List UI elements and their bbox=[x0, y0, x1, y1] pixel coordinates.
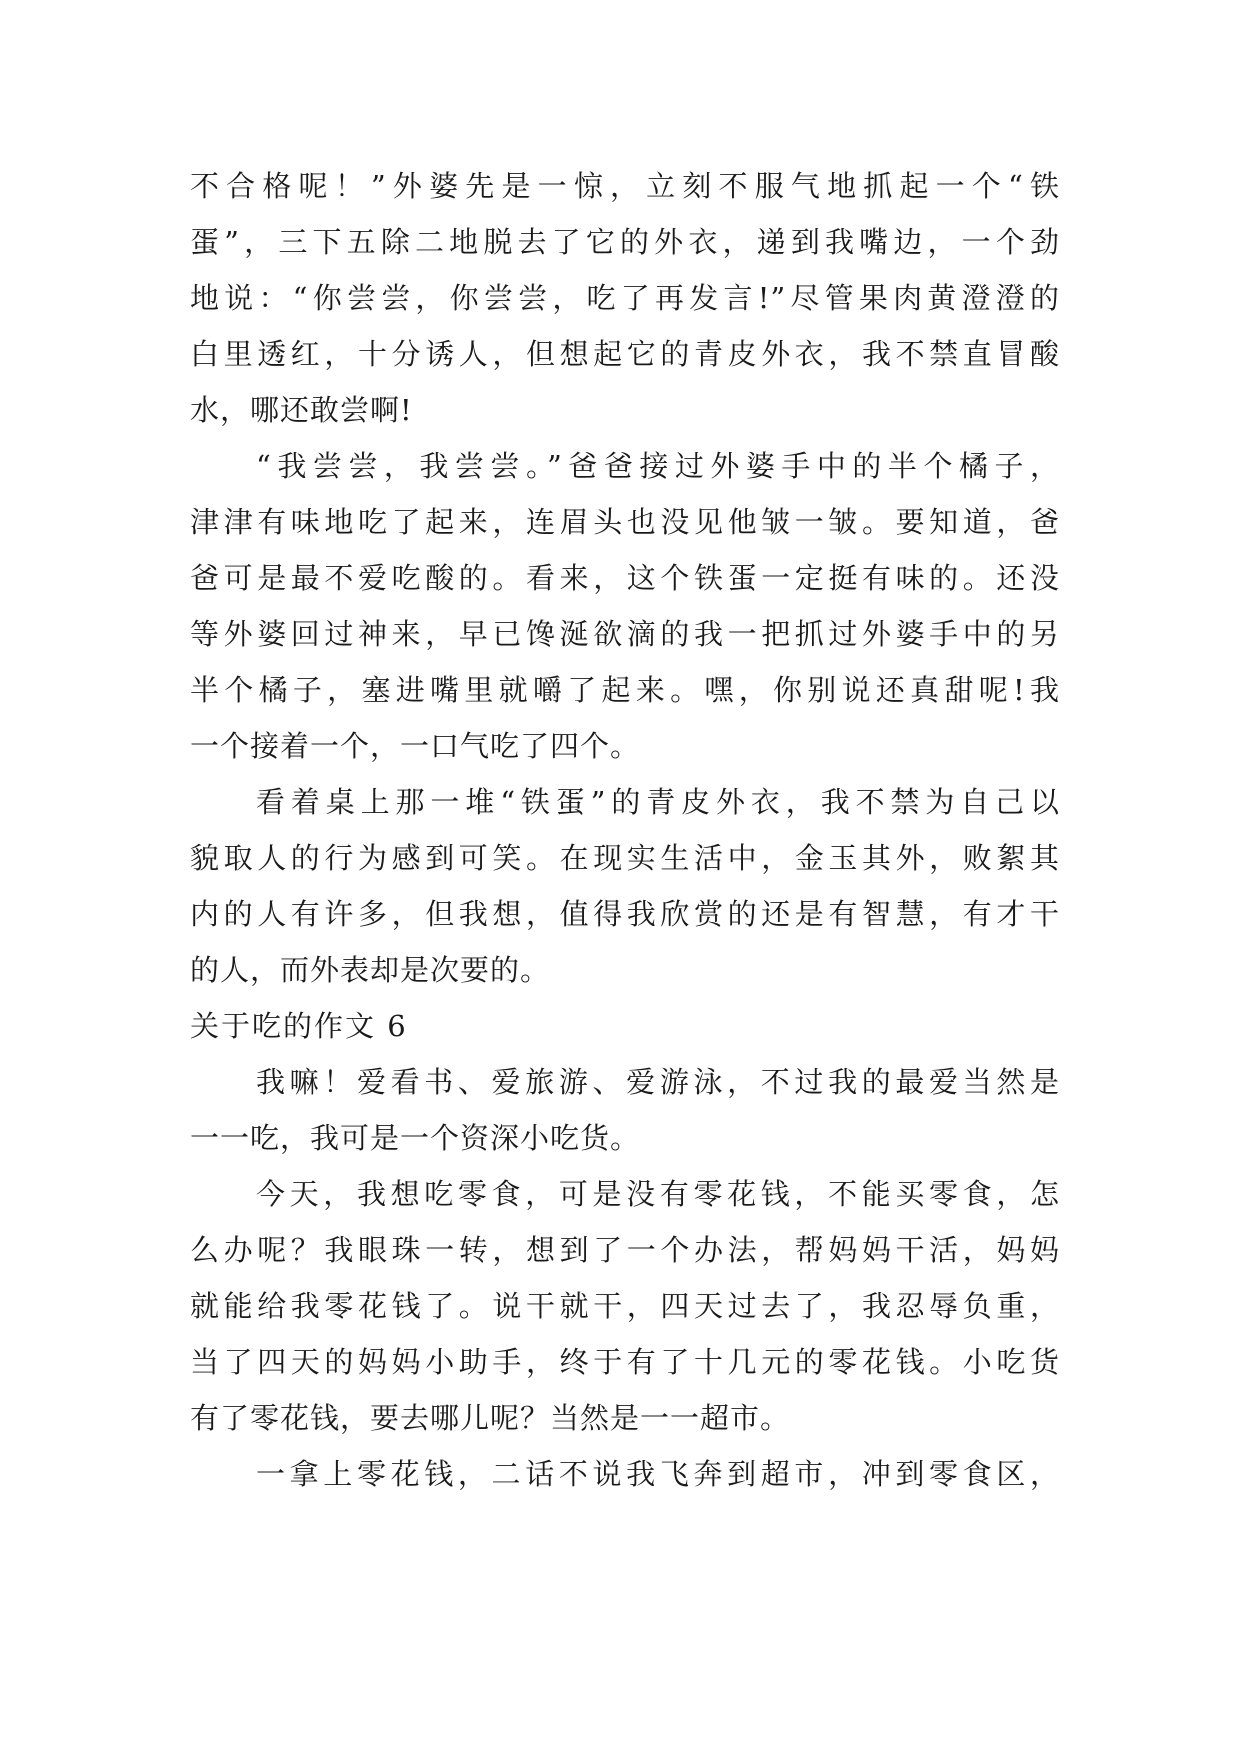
text-line: 等外婆回过神来，早已馋涎欲滴的我一把抓过外婆手中的另 bbox=[190, 617, 1060, 651]
text-line: 津津有味地吃了起来，连眉头也没见他皱一皱。要知道，爸 bbox=[190, 505, 1060, 539]
text-line: “我尝尝，我尝尝。”爸爸接过外婆手中的半个橘子， bbox=[256, 449, 1060, 483]
text-line: 爸可是最不爱吃酸的。看来，这个铁蛋一定挺有味的。还没 bbox=[190, 561, 1060, 595]
text-line: 白里透红，十分诱人，但想起它的青皮外衣，我不禁直冒酸 bbox=[190, 337, 1060, 371]
text-line: 就能给我零花钱了。说干就干，四天过去了，我忍辱负重， bbox=[190, 1289, 1060, 1323]
text-line: 一个接着一个，一口气吃了四个。 bbox=[190, 729, 641, 763]
text-line: 看着桌上那一堆“铁蛋”的青皮外衣，我不禁为自己以 bbox=[256, 785, 1060, 819]
text-line: 貌取人的行为感到可笑。在现实生活中，金玉其外，败絮其 bbox=[190, 841, 1060, 875]
text-line: 今天，我想吃零食，可是没有零花钱，不能买零食，怎 bbox=[256, 1177, 1060, 1211]
text-line: 地说：“你尝尝，你尝尝，吃了再发言!”尽管果肉黄澄澄的 bbox=[190, 281, 1060, 315]
text-line: 我嘛！爱看书、爱旅游、爱游泳，不过我的最爱当然是 bbox=[256, 1065, 1060, 1099]
text-line: 有了零花钱，要去哪儿呢？当然是一一超市。 bbox=[190, 1401, 791, 1435]
text-line: 蛋”，三下五除二地脱去了它的外衣，递到我嘴边，一个劲 bbox=[190, 225, 1060, 259]
text-line: 么办呢？我眼珠一转，想到了一个办法，帮妈妈干活，妈妈 bbox=[190, 1233, 1060, 1267]
document-body bbox=[190, 158, 1060, 1502]
text-line: 半个橘子，塞进嘴里就嚼了起来。嘿，你别说还真甜呢!我 bbox=[190, 673, 1060, 707]
text-line: 不合格呢！”外婆先是一惊，立刻不服气地抓起一个“铁 bbox=[190, 169, 1060, 203]
text-line: 一拿上零花钱，二话不说我飞奔到超市，冲到零食区， bbox=[256, 1457, 1060, 1491]
text-line: 一一吃，我可是一个资深小吃货。 bbox=[190, 1121, 641, 1155]
text-line: 的人，而外表却是次要的。 bbox=[190, 953, 551, 987]
text-line: 当了四天的妈妈小助手，终于有了十几元的零花钱。小吃货 bbox=[190, 1345, 1060, 1379]
text-line: 水，哪还敢尝啊! bbox=[190, 393, 413, 427]
text-line: 内的人有许多，但我想，值得我欣赏的还是有智慧，有才干 bbox=[190, 897, 1060, 931]
section-heading: 关于吃的作文 6 bbox=[190, 1009, 408, 1043]
